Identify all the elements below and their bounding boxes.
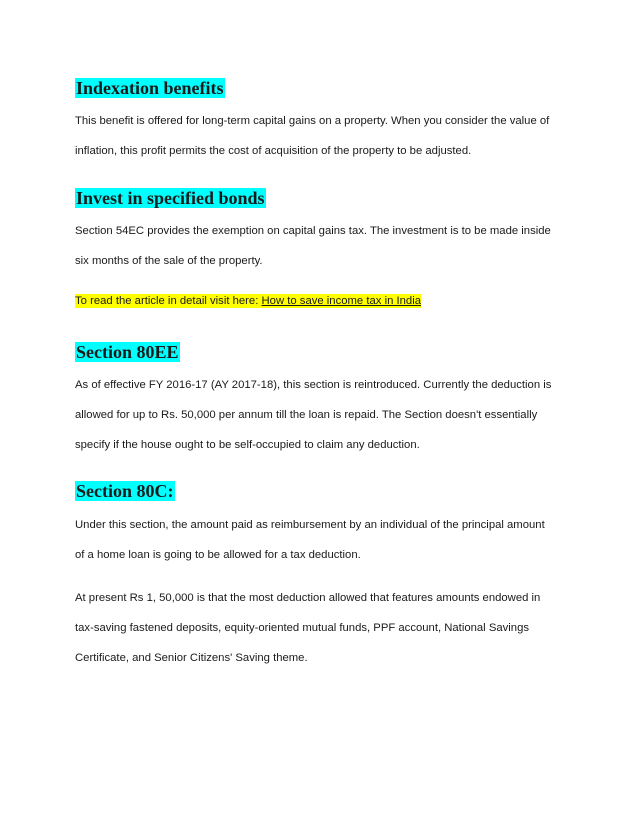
how-to-save-tax-link[interactable]: How to save income tax in India [261,295,421,307]
heading-section-80ee [75,341,180,363]
paragraph-line: As of effective FY 2016-17 (AY 2017-18), this section is reintroduced. Currently the deduction is [75,379,552,391]
heading-text: Section 80EE [76,342,179,362]
paragraph-indexation [75,114,575,158]
heading-text: Indexation benefits [76,78,224,98]
heading-text: Section 80C: [76,481,174,501]
paragraph-line: At present Rs 1, 50,000 is that the most deduction allowed that features amounts endowed in [75,592,541,604]
heading-invest-bonds [75,187,266,209]
heading-indexation-benefits [75,77,225,99]
paragraph-80c [75,518,575,562]
paragraph-line: allowed for up to Rs. 50,000 per annum till the loan is repaid. The Section doesn't essentially [75,409,538,421]
heading-text: Invest in specified bonds [76,188,265,208]
paragraph-line: Section 54EC provides the exemption on capital gains tax. The investment is to be made inside [75,225,551,237]
heading-section-80c [75,480,175,502]
paragraph-line: specify if the house ought to be self-occupied to claim any deduction. [75,439,420,451]
callout-read-more [75,294,575,308]
paragraph-line: inflation, this profit permits the cost of acquisition of the property to be adjusted. [75,145,472,157]
paragraph-line: of a home loan is going to be allowed for a tax deduction. [75,549,361,561]
paragraph-line: six months of the sale of the property. [75,255,263,267]
paragraph-line: This benefit is offered for long-term capital gains on a property. When you consider the value of [75,115,550,127]
paragraph-line: tax-saving fastened deposits, equity-oriented mutual funds, PPF account, National Savings [75,622,530,634]
paragraph-line: Certificate, and Senior Citizens' Saving theme. [75,652,308,664]
paragraph-80c-deduction [75,591,575,665]
paragraph-line: Under this section, the amount paid as reimbursement by an individual of the principal amount [75,519,545,531]
callout-prefix: To read the article in detail visit here: [75,295,262,307]
paragraph-80ee [75,378,575,452]
paragraph-bonds [75,224,575,268]
